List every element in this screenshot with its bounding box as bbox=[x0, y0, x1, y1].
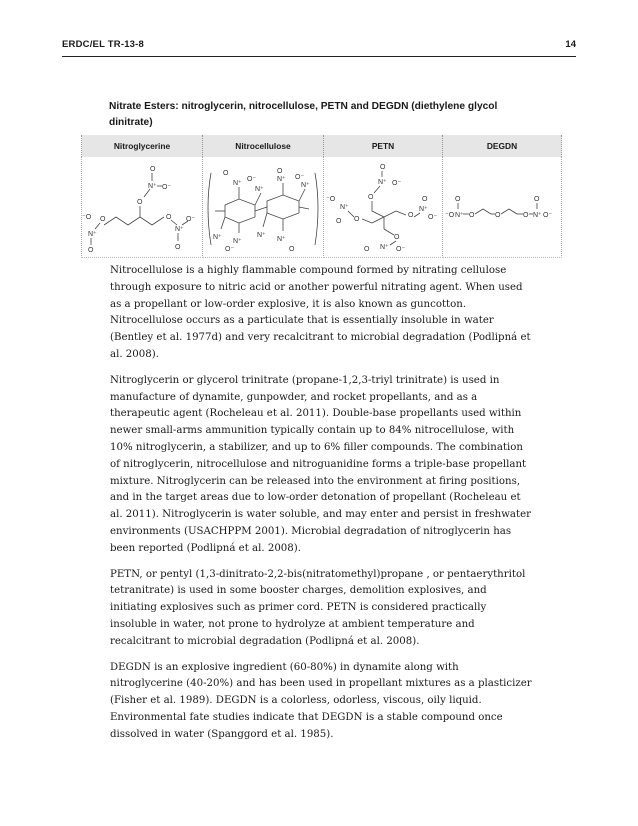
atom-label: N⁺ bbox=[340, 204, 349, 211]
paragraph-nitroglycerin: Nitroglycerin or glycerol trinitrate (propane-1,2,3-triyl trinitrate) is used in manufacture of dynamite, gunpowder, and rocket propellants, and as a therapeutic agent (Rocheleau et al. 2011). Double-base propellants used within newer small-arms ammunition typically contain up to 84% nitrocellulose, with 10% nitroglycerin, a stabilizer, and up to 6% filler compounds. The combination of nitroglycerin, nitrocellulose and nitroguanidine forms a triple-base propellant mixture. Nitroglycerin can be released into the environment at firing positions, and in the target areas due to low-order detonation of propellant (Rocheleau et al. 2011). Nitroglycerin is water soluble, and may enter and persist in freshwater environments (USACHPPM 2001). Microbial degradation of nitroglycerin has been reported (Podlipná et al. 2008). bbox=[110, 374, 531, 554]
atom-label: O⁻ bbox=[247, 176, 257, 183]
atom-label: N⁺ bbox=[533, 212, 542, 219]
atom-label: N⁺ bbox=[257, 232, 266, 239]
atom-label: O⁻ bbox=[186, 216, 196, 223]
atom-label: O⁻ bbox=[543, 212, 553, 219]
atom-label: O bbox=[137, 199, 143, 206]
structure-table bbox=[81, 135, 562, 258]
nitrocellulose-structure bbox=[203, 157, 324, 258]
atom-label: O bbox=[100, 216, 106, 223]
structure-table-header bbox=[82, 135, 562, 157]
column-header-petn: PETN bbox=[324, 135, 443, 157]
atom-label: O bbox=[289, 246, 295, 253]
nitroglycerine-structure bbox=[82, 157, 203, 258]
report-id: ERDC/EL TR-13-8 bbox=[62, 39, 145, 50]
petn-structure bbox=[324, 157, 443, 258]
atom-label: N⁺ bbox=[277, 176, 286, 183]
atom-label: O⁻ bbox=[428, 214, 438, 221]
atom-label: O bbox=[422, 196, 428, 203]
atom-label: O bbox=[394, 234, 400, 241]
atom-label: ⁻O bbox=[445, 212, 455, 219]
nitroglycerine-molecule bbox=[82, 159, 202, 255]
atom-label: O bbox=[223, 170, 229, 177]
atom-label: N⁺ bbox=[378, 179, 387, 186]
atom-label: N⁺ bbox=[148, 183, 157, 190]
atom-label: O bbox=[336, 218, 342, 225]
atom-label: N⁺ bbox=[175, 226, 184, 233]
paragraph-petn: PETN, or pentyl (1,3-dinitrato-2,2-bis(nitratomethyl)propane , or pentaerythritol tetranitrate) is used in some booster charges, demolition explosives, and initiating explosives such as primer cord. PETN is considered practically insoluble in water, not prone to hydrolyze at ambient temperature and recalcitrant to microbial degradation (Podlipná et al. 2008). bbox=[110, 568, 526, 647]
atom-label: O bbox=[150, 166, 156, 173]
atom-label: O bbox=[495, 212, 501, 219]
atom-label: N⁺ bbox=[380, 244, 389, 251]
atom-label: O bbox=[364, 246, 370, 253]
atom-label: N⁺ bbox=[233, 180, 242, 187]
header-divider bbox=[62, 56, 576, 57]
atom-label: O⁻ bbox=[225, 246, 235, 253]
atom-label: ⁻O bbox=[82, 214, 92, 221]
column-header-degdn: DEGDN bbox=[443, 135, 562, 157]
column-header-nitrocellulose: Nitrocellulose bbox=[203, 135, 324, 157]
atom-label: N⁺ bbox=[455, 212, 464, 219]
figure-caption: Nitrate Esters: nitroglycerin, nitrocellulose, PETN and DEGDN (diethylene glycol dinitrate) bbox=[109, 101, 498, 128]
atom-label: O bbox=[88, 247, 94, 254]
atom-label: O bbox=[166, 214, 172, 221]
atom-label: O bbox=[469, 212, 475, 219]
nitrocellulose-molecule bbox=[203, 159, 323, 255]
atom-label: O bbox=[368, 194, 374, 201]
column-header-nitroglycerine: Nitroglycerine bbox=[82, 135, 203, 157]
structure-table-row bbox=[82, 157, 562, 258]
body-text bbox=[110, 263, 532, 753]
atom-label: O bbox=[534, 196, 540, 203]
atom-label: O bbox=[277, 168, 283, 175]
atom-label: N⁺ bbox=[277, 236, 286, 243]
atom-label: O bbox=[354, 216, 360, 223]
atom-label: N⁺ bbox=[213, 234, 222, 241]
petn-molecule bbox=[324, 159, 442, 255]
page-number: 14 bbox=[565, 39, 576, 50]
paragraph-degdn: DEGDN is an explosive ingredient (60-80%) in dynamite along with nitroglycerine (40-20%) and has been used in propellant mixtures as a plasticizer (Fisher et al. 1989). DEGDN is a colorless, odorless, viscous, oily liquid. Environmental fate studies indicate that DEGDN is a stable compound once dissolved in water (Spanggord et al. 1985). bbox=[110, 661, 532, 740]
degdn-structure bbox=[443, 157, 562, 258]
atom-label: O⁻ bbox=[396, 246, 406, 253]
atom-label: O bbox=[175, 244, 181, 251]
atom-label: N⁺ bbox=[88, 231, 97, 238]
atom-label: N⁺ bbox=[419, 206, 428, 213]
atom-label: N⁺ bbox=[255, 186, 264, 193]
atom-label: O⁻ bbox=[392, 180, 402, 187]
atom-label: O bbox=[380, 164, 386, 171]
degdn-molecule bbox=[443, 159, 561, 255]
atom-label: O⁻ bbox=[162, 184, 172, 191]
atom-label: N⁺ bbox=[301, 182, 310, 189]
atom-label: O bbox=[408, 212, 414, 219]
atom-label: ⁻O bbox=[326, 196, 336, 203]
atom-label: O⁻ bbox=[295, 174, 305, 181]
atom-label: N⁺ bbox=[233, 238, 242, 245]
paragraph-nitrocellulose: Nitrocellulose is a highly flammable compound formed by nitrating cellulose through exposure to nitric acid or another powerful nitrating agent. When used as a propellant or low-order explosive, it is also known as guncotton. Nitrocellulose occurs as a particulate that is essentially insoluble in water (Bentley et al. 1977d) and very recalcitrant to microbial degradation (Podlipná et al. 2008). bbox=[110, 265, 531, 360]
atom-label: O bbox=[455, 196, 461, 203]
atom-label: O bbox=[523, 212, 529, 219]
